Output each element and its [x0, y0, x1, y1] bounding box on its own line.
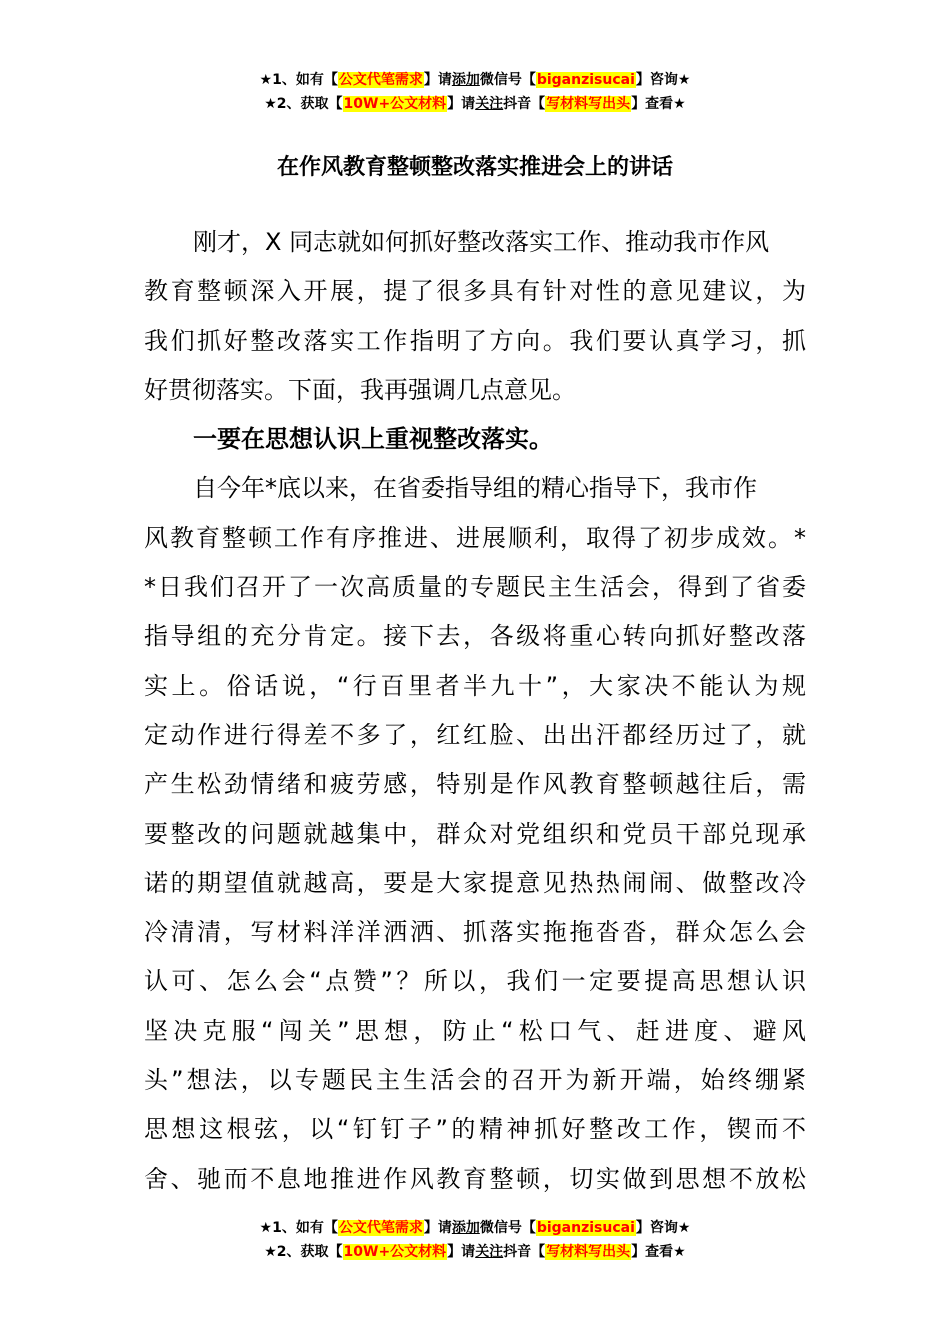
body-line: 指导组的充分肯定。接下去，各级将重心转向抓好整改落: [144, 622, 806, 651]
body-line: *日我们召开了一次高质量的专题民主生活会，得到了省委: [144, 573, 806, 602]
banner-line-1: [0, 68, 950, 92]
body-line: 诺的期望值就越高，要是大家提意见热热闹闹、做整改冷: [144, 868, 806, 897]
body-line: 冷清清，写材料洋洋洒洒、抓落实拖拖沓沓，群众怎么会: [144, 918, 806, 947]
document-body: [144, 218, 806, 1204]
banner-line-2: [0, 1240, 950, 1264]
banner-text: 】查看★: [631, 1244, 686, 1260]
banner-text: 】咨询★: [635, 1220, 691, 1236]
banner-highlight: biganzisucai: [536, 72, 635, 88]
banner-highlight: 写材料写出头: [546, 96, 631, 112]
section-heading: 一要在思想认识上重视整改落实。: [193, 425, 553, 454]
banner-line-2: [0, 92, 950, 116]
banner-text: ★2、获取【: [264, 1244, 343, 1260]
banner-text: 】请: [447, 96, 476, 112]
banner-text: ★1、如有【: [259, 72, 338, 88]
banner-highlight: 写材料写出头: [546, 1244, 631, 1260]
banner-text: 】请: [423, 1220, 452, 1236]
banner-text: 】请: [423, 72, 452, 88]
banner-highlight: 10W+公文材料: [343, 96, 447, 112]
banner-text: 】请: [447, 1244, 476, 1260]
banner-highlight: 公文代笔需求: [338, 1220, 423, 1236]
banner-highlight: 公文代笔需求: [338, 72, 423, 88]
banner-underlined: 关注: [475, 96, 504, 112]
body-line: 定动作进行得差不多了，红红脸、出出汗都经历过了，就: [144, 720, 806, 749]
body-line: 认可、怎么会“点赞”？所以，我们一定要提高思想认识: [144, 967, 806, 996]
banner-underlined: 添加: [451, 72, 480, 88]
banner-underlined: 关注: [475, 1244, 504, 1260]
body-line: 风教育整顿工作有序推进、进展顺利，取得了初步成效。*: [144, 523, 806, 552]
banner-underlined: 添加: [451, 1220, 480, 1236]
banner-text: 】查看★: [631, 96, 686, 112]
banner-text: 微信号【: [479, 72, 536, 88]
body-line: 我们抓好整改落实工作指明了方向。我们要认真学习，抓: [144, 326, 806, 355]
body-line: 教育整顿深入开展，提了很多具有针对性的意见建议，为: [144, 277, 806, 306]
banner-text: 抖音【: [503, 96, 546, 112]
body-line: 头”想法，以专题民主生活会的召开为新开端，始终绷紧: [144, 1066, 806, 1095]
banner-text: 抖音【: [503, 1244, 546, 1260]
body-line: 要整改的问题就越集中，群众对党组织和党员干部兑现承: [144, 819, 806, 848]
banner-highlight: biganzisucai: [536, 1220, 635, 1236]
banner-line-1: [0, 1216, 950, 1240]
body-line: 好贯彻落实。下面，我再强调几点意见。: [144, 375, 576, 404]
body-line: 思想这根弦，以“钉钉子”的精神抓好整改工作，锲而不: [144, 1115, 806, 1144]
body-line: 舍、驰而不息地推进作风教育整顿，切实做到思想不放松: [144, 1164, 806, 1193]
banner-text: 】咨询★: [635, 72, 691, 88]
header-banner: [0, 68, 950, 116]
footer-banner: [0, 1216, 950, 1264]
banner-text: ★2、获取【: [264, 96, 343, 112]
body-line: 产生松劲情绪和疲劳感，特别是作风教育整顿越往后，需: [144, 770, 806, 799]
body-line: 自今年*底以来，在省委指导组的精心指导下，我市作: [193, 474, 757, 503]
body-line: 坚决克服“闯关”思想，防止“松口气、赶进度、避风: [144, 1016, 806, 1045]
body-line: 实上。俗话说，“行百里者半九十”，大家决不能认为规: [144, 671, 806, 700]
body-line: 刚才，X 同志就如何抓好整改落实工作、推动我市作风: [193, 228, 770, 256]
banner-text: ★1、如有【: [259, 1220, 338, 1236]
banner-text: 微信号【: [479, 1220, 536, 1236]
banner-highlight: 10W+公文材料: [343, 1244, 447, 1260]
document-title: 在作风教育整顿整改落实推进会上的讲话: [276, 155, 673, 180]
